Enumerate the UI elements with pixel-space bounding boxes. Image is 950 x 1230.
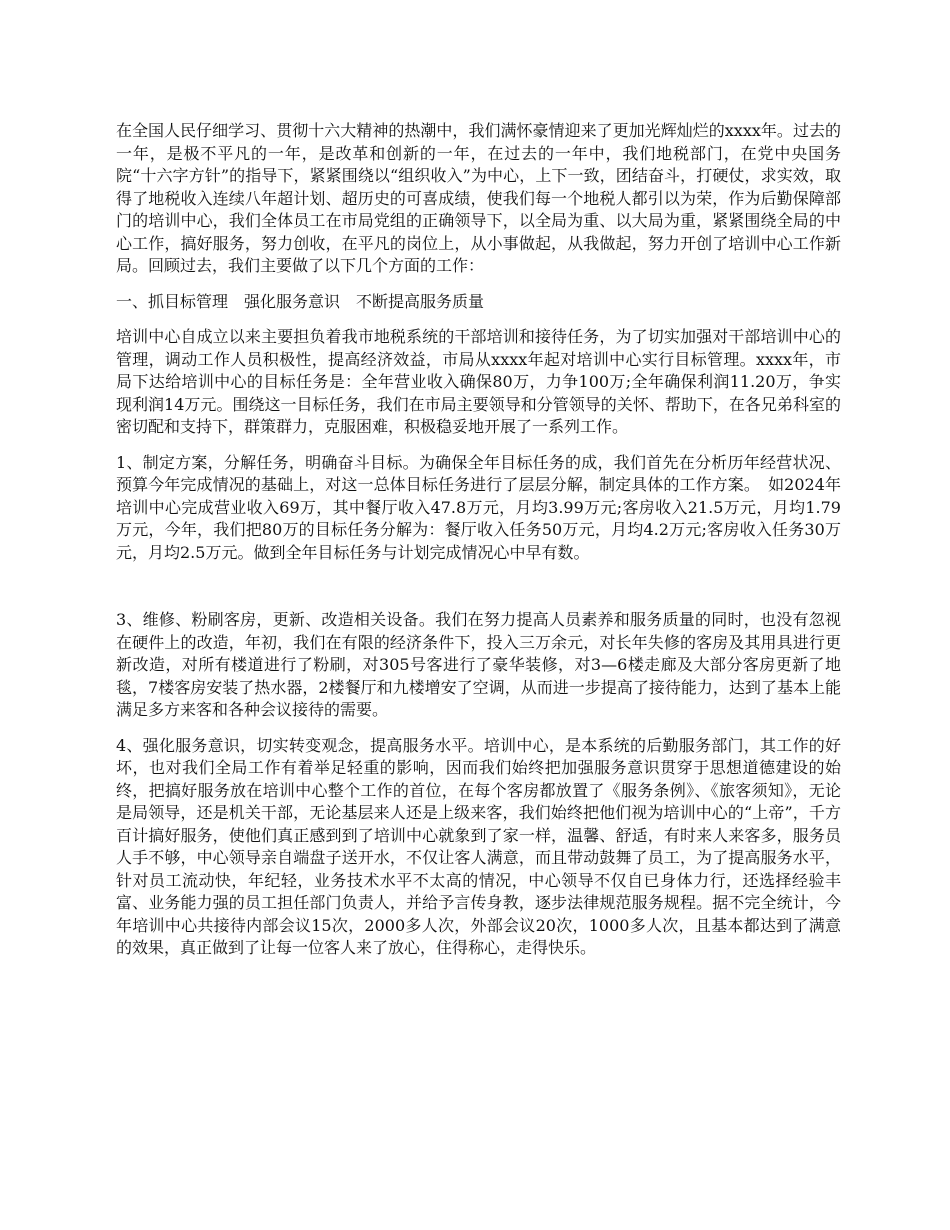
maintenance-paragraph: 3、维修、粉刷客房，更新、改造相关设备。我们在努力提高人员素养和服务质量的同时，也没有忽视在硬件上的改造，年初，我们在有限的经济条件下，投入三万余元，对长年失修的客房及其用具进行更新改造，对所有楼道进行了粉刷，对305号客进行了豪华装修，对3—6楼走廊及大部分客房更新了地毯，7楼客房安装了热水器，2楼餐厅和九楼增安了空调，从而进一步提高了接待能力，达到了基本上能满足多方来客和各种会议接待的需要。 [116, 610, 841, 719]
plan-paragraph: 1、制定方案，分解任务，明确奋斗目标。为确保全年目标任务的成，我们首先在分析历年经营状况、预算今年完成情况的基础上，对这一总体目标任务进行了层层分解，制定具体的工作方案。 如2024年培训中心完成营业收入69万，其中餐厅收入47.8万元，月均3.99万元;客房收入21.5万元，月均1.79万元，今年，我们把80万的目标任务分解为：餐厅收入任务50万元，月均4.2万元;客房收入任务30万元，月均2.5万元。做到全年目标任务与计划完成情况心中早有数。 [116, 452, 841, 562]
target-management-paragraph: 培训中心自成立以来主要担负着我市地税系统的干部培训和接待任务，为了切实加强对干部培训中心的管理，调动工作人员积极性，提高经济效益，市局从xxxx年起对培训中心实行目标管理。xxxx年，市局下达给培训中心的目标任务是：全年营业收入确保80万，力争100万;全年确保利润11.20万，争实现利润14万元。围绕这一目标任务，我们在市局主要领导和分管领导的关怀、帮助下，在各兄弟科室的密切配和支持下，群策群力，克服困难，积极稳妥地开展了一系列工作。 [116, 327, 841, 436]
blank-gap [116, 577, 841, 609]
service-paragraph: 4、强化服务意识，切实转变观念，提高服务水平。培训中心，是本系统的后勤服务部门，其工作的好坏，也对我们全局工作有着举足轻重的影响，因而我们始终把加强服务意识贯穿于思想道德建设的始终，把搞好服务放在培训中心整个工作的首位，在每个客房都放置了《服务条例》、《旅客须知》，无论是局领导，还是机关干部，无论基层来人还是上级来客，我们始终把他们视为培训中心的“上帝”，千方百计搞好服务，使他们真正感到到了培训中心就象到了家一样，温馨、舒适，有时来人来客多，服务员人手不够，中心领导亲自端盘子送开水，不仅让客人满意，而且带动鼓舞了员工，为了提高服务水平，针对员工流动快，年纪轻，业务技术水平不太高的情况，中心领导不仅自已身体力行，还选择经验丰富、业务能力强的员工担任部门负责人，并给予言传身教，逐步法律规范服务规程。据不完全统计，今年培训中心共接待内部会议15次，2000多人次，外部会议20次，1000多人次，且基本都达到了满意的效果，真正做到了让每一位客人来了放心，住得称心，走得快乐。 [116, 735, 841, 957]
document-page [116, 120, 841, 973]
section-heading: 一、抓目标管理 强化服务意识 不断提高服务质量 [116, 291, 485, 311]
intro-paragraph: 在全国人民仔细学习、贯彻十六大精神的热潮中，我们满怀豪情迎来了更加光辉灿烂的xxxx年。过去的一年，是极不平凡的一年，是改革和创新的一年，在过去的一年中，我们地税部门，在党中央国务院“十六字方针”的指导下，紧紧围绕以“组织收入”为中心，上下一致，团结奋斗，打硬仗，求实效，取得了地税收入连续八年超计划、超历史的可喜成绩，使我们每一个地税人都引以为荣，作为后勤保障部门的培训中心，我们全体员工在市局党组的正确领导下，以全局为重、以大局为重，紧紧围绕全局的中心工作，搞好服务，努力创收，在平凡的岗位上，从小事做起，从我做起，努力开创了培训中心工作新局。回顾过去，我们主要做了以下几个方面的工作： [116, 121, 841, 275]
